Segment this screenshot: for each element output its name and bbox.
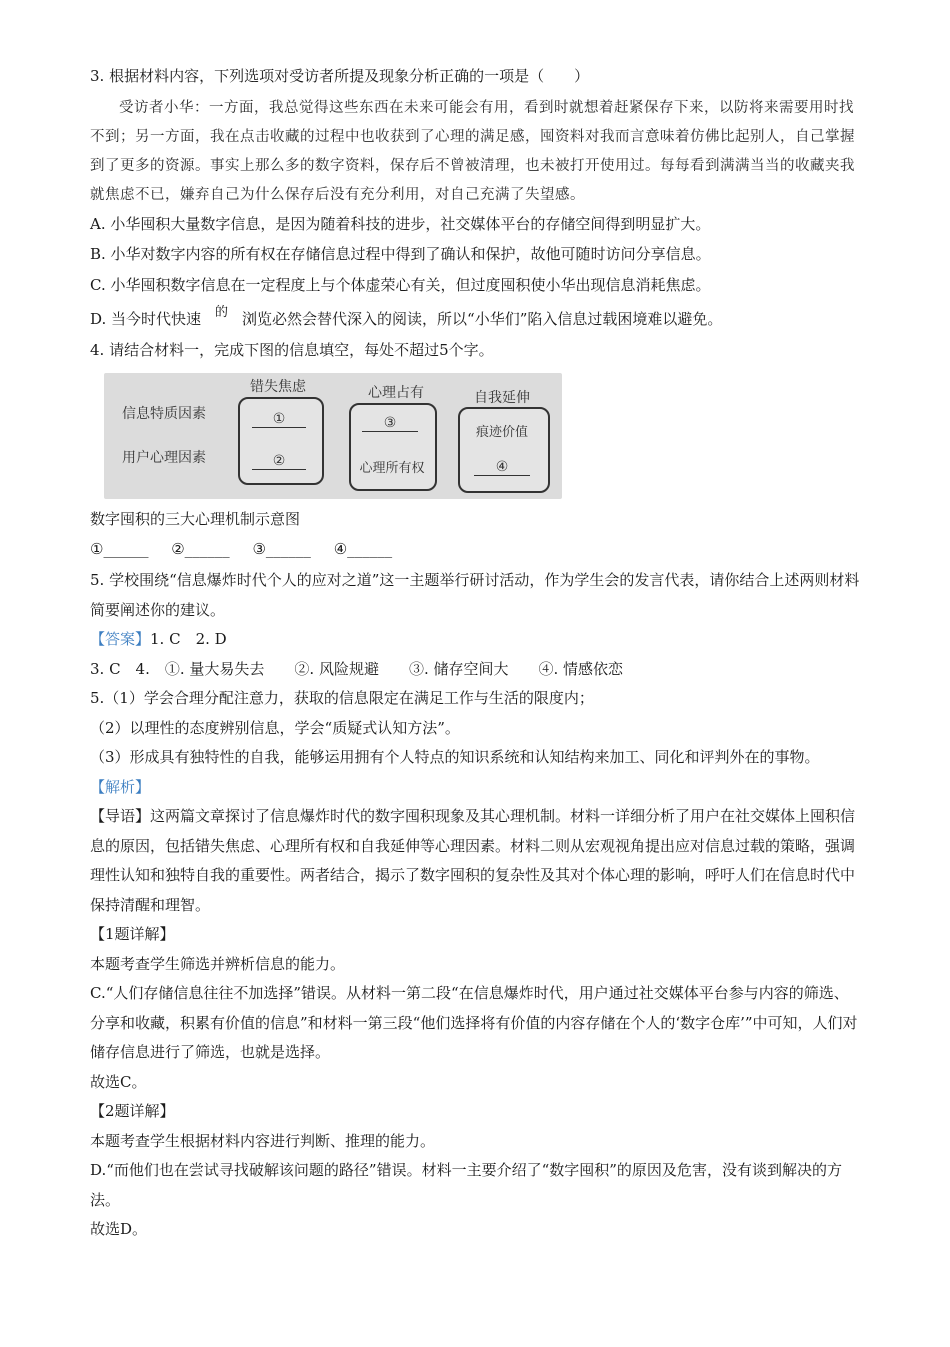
detail-2-body-1: 本题考查学生根据材料内容进行判断、推理的能力。	[90, 1131, 436, 1150]
row-label-user-psych: 用户心理因素	[122, 450, 206, 466]
option-d-part1: D. 当今时代快速	[90, 310, 202, 328]
diagram-slot-1: ①	[252, 411, 306, 428]
question-4-stem: 4. 请结合材料一，完成下图的信息填空，每处不超过5个字。	[90, 340, 494, 359]
answer-blanks	[90, 535, 862, 565]
blank-3: ③______	[252, 539, 311, 558]
figure-caption: 数字囤积的三大心理机制示意图	[90, 510, 301, 528]
col-label-self-extension: 自我延伸	[474, 390, 530, 406]
analysis-intro: 【导语】这两篇文章探讨了信息爆炸时代的数字囤积现象及其心理机制。材料一详细分析了用户在社交媒体上囤积信息的原因，包括错失焦虑、心理所有权和自我延伸等心理因素。材料二则从宏观视角提出应对信息过载的策略，强调理性认知和独特自我的重要性。两者结合，揭示了数字囤积的复杂性及其对个体心理的影响，呼吁人们在信息时代中保持清醒和理智。	[90, 807, 856, 914]
answer-line-1	[90, 625, 862, 655]
answer-5-1: 5.（1）学会合理分配注意力，获取的信息限定在满足工作与生活的限度内；	[90, 689, 594, 707]
option-a: A. 小华囤积大量数字信息，是因为随着科技的进步，社交媒体平台的存储空间得到明显扩大。	[90, 214, 711, 233]
blank-4: ④______	[333, 539, 393, 558]
row-label-info-traits: 信息特质因素	[122, 406, 206, 422]
answer-tag: 【答案】	[90, 630, 151, 648]
diagram-slot-3: ③	[362, 415, 418, 432]
answer-5-3: （3）形成具有独特性的自我，能够运用拥有个人特点的知识系统和认知结构来加工、同化和评判外在的事物。	[90, 748, 820, 766]
detail-1-body-2: C.“人们存储信息往往不加选择”错误。从材料一第二段“在信息爆炸时代，用户通过社交媒体平台参与内容的筛选、分享和收藏，积累有价值的信息”和材料一第三段“他们选择将有价值的内容存储在个人的‘数字仓库’”中可知，人们对储存信息进行了筛选，也就是选择。	[90, 984, 858, 1061]
diagram-text-trace-value: 痕迹价值	[475, 425, 528, 440]
detail-1-title: 【1题详解】	[90, 925, 175, 943]
diagram-slot-2: ②	[252, 453, 306, 470]
option-c: C. 小华囤积数字信息在一定程度上与个体虚荣心有关，但过度囤积使小华出现信息消耗焦虑。	[90, 275, 711, 294]
blank-2: ②______	[171, 539, 230, 558]
detail-2-conclusion: 故选D。	[90, 1220, 148, 1238]
interview-quote: 受访者小华：一方面，我总觉得这些东西在未来可能会有用，看到时就想着赶紧保存下来，以防将来需要用时找不到；另一方面，我在点击收藏的过程中也收获到了心理的满足感，囤资料对我而言意味着仿佛比起别人，自己掌握到了更多的资源。事实上那么多的数字资料，保存后不曾被清理，也未被打开使用过。每每看到满满当当的收藏夹我就焦虑不已，嫌弃自己为什么保存后没有充分利用，对自己充满了失望感。	[90, 99, 855, 203]
option-b: B. 小华对数字内容的所有权在存储信息过程中得到了确认和保护，故他可随时访问分享信息。	[90, 245, 711, 263]
question-5-stem: 5. 学校围绕“信息爆炸时代个人的应对之道”这一主题举行研讨活动，作为学生会的发言代表，请你结合上述两则材料简要阐述你的建议。	[90, 571, 860, 619]
option-d-de: 的	[215, 305, 229, 320]
diagram-text-ownership: 心理所有权	[359, 461, 425, 476]
col-label-psych-possession: 心理占有	[368, 385, 424, 401]
answer-1-2: 1. C 2. D	[150, 630, 227, 648]
document-page	[90, 62, 862, 1245]
mechanism-diagram-image	[104, 373, 562, 499]
option-d-part2: 浏览必然会替代深入的阅读，所以“小华们”陷入信息过载困境难以避免。	[242, 310, 723, 328]
option-d	[90, 305, 862, 336]
answer-line-2: 3. C 4. ①. 量大易失去 ②. 风险规避 ③. 储存空间大 ④. 情感依恋	[90, 659, 624, 678]
diagram-slot-4: ④	[474, 459, 530, 476]
blank-1: ①______	[90, 539, 149, 558]
analysis-tag: 【解析】	[90, 777, 151, 796]
col-label-fomo: 错失焦虑	[250, 379, 306, 395]
question-3-stem: 3. 根据材料内容，下列选项对受访者所提及现象分析正确的一项是（ ）	[90, 67, 590, 85]
detail-2-title: 【2题详解】	[90, 1102, 175, 1120]
answer-5-2: （2）以理性的态度辨别信息，学会“质疑式认知方法”。	[90, 718, 460, 737]
detail-1-conclusion: 故选C。	[90, 1072, 147, 1091]
box-extension	[458, 407, 550, 493]
detail-2-body-2: D.“而他们也在尝试寻找破解该问题的路径”错误。材料一主要介绍了“数字囤积”的原因及危害，没有谈到解决的方法。	[90, 1161, 842, 1209]
detail-1-body-1: 本题考查学生筛选并辨析信息的能力。	[90, 954, 346, 973]
